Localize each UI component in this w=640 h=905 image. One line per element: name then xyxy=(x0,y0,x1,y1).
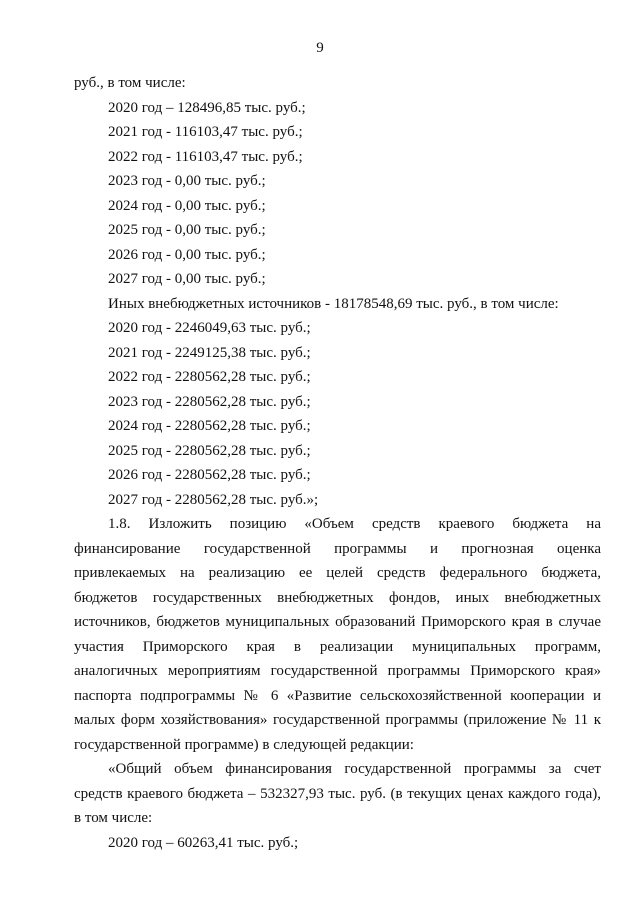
block2-lead: Иных внебюджетных источников - 18178548,69 тыс. руб., в том числе: xyxy=(108,296,559,312)
paragraph-1-8-line: участия Приморского края в реализации муниципальных программ, xyxy=(74,639,601,655)
block2-year-line: 2024 год - 2280562,28 тыс. руб.; xyxy=(108,418,311,434)
total-paragraph-line: «Общий объем финансирования государственной программы за счет xyxy=(108,761,601,777)
block1-year-line: 2024 год - 0,00 тыс. руб.; xyxy=(108,198,266,214)
block2-year-line: 2022 год - 2280562,28 тыс. руб.; xyxy=(108,369,311,385)
block2-year-line: 2027 год - 2280562,28 тыс. руб.»; xyxy=(108,492,319,508)
block1-year-line: 2023 год - 0,00 тыс. руб.; xyxy=(108,173,266,189)
block2-year-line: 2021 год - 2249125,38 тыс. руб.; xyxy=(108,345,311,361)
block1-year-line: 2027 год - 0,00 тыс. руб.; xyxy=(108,271,266,287)
paragraph-1-8-line: паспорта подпрограммы № 6 «Развитие сельскохозяйственной кооперации и xyxy=(74,688,601,704)
block1-year-line: 2025 год - 0,00 тыс. руб.; xyxy=(108,222,266,238)
block2-year-line: 2025 год - 2280562,28 тыс. руб.; xyxy=(108,443,311,459)
paragraph-1-8-line: малых форм хозяйствования» государственной программы (приложение № 11 к xyxy=(74,712,601,728)
block2-year-line: 2026 год - 2280562,28 тыс. руб.; xyxy=(108,467,311,483)
total-paragraph-line: в том числе: xyxy=(74,810,153,826)
page-number: 9 xyxy=(316,40,324,56)
paragraph-1-8-line: финансирование государственной программы и прогнозная оценка xyxy=(74,541,601,557)
block1-year-line: 2020 год – 128496,85 тыс. руб.; xyxy=(108,100,306,116)
paragraph-1-8-line: государственной программе) в следующей редакции: xyxy=(74,737,414,753)
total-paragraph-line: средств краевого бюджета – 532327,93 тыс. руб. (в текущих ценах каждого года), xyxy=(74,786,601,802)
paragraph-1-8-line: 1.8. Изложить позицию «Объем средств краевого бюджета на xyxy=(108,516,601,532)
paragraph-1-8-line: источников, бюджетов муниципальных образований Приморского края в случае xyxy=(74,614,601,630)
paragraph-1-8-line: бюджетов государственных внебюджетных фондов, иных внебюджетных xyxy=(74,590,601,606)
block1-year-line: 2026 год - 0,00 тыс. руб.; xyxy=(108,247,266,263)
block2-year-line: 2023 год - 2280562,28 тыс. руб.; xyxy=(108,394,311,410)
last-year-line: 2020 год – 60263,41 тыс. руб.; xyxy=(108,835,299,851)
paragraph-1-8-line: привлекаемых на реализацию ее целей средств федерального бюджета, xyxy=(74,565,601,581)
block1-lead: руб., в том числе: xyxy=(74,75,186,91)
paragraph-1-8-line: аналогичных мероприятиям государственной программы Приморского края» xyxy=(74,663,601,679)
block2-year-line: 2020 год - 2246049,63 тыс. руб.; xyxy=(108,320,311,336)
block1-year-line: 2021 год - 116103,47 тыс. руб.; xyxy=(108,124,303,140)
block1-year-line: 2022 год - 116103,47 тыс. руб.; xyxy=(108,149,303,165)
